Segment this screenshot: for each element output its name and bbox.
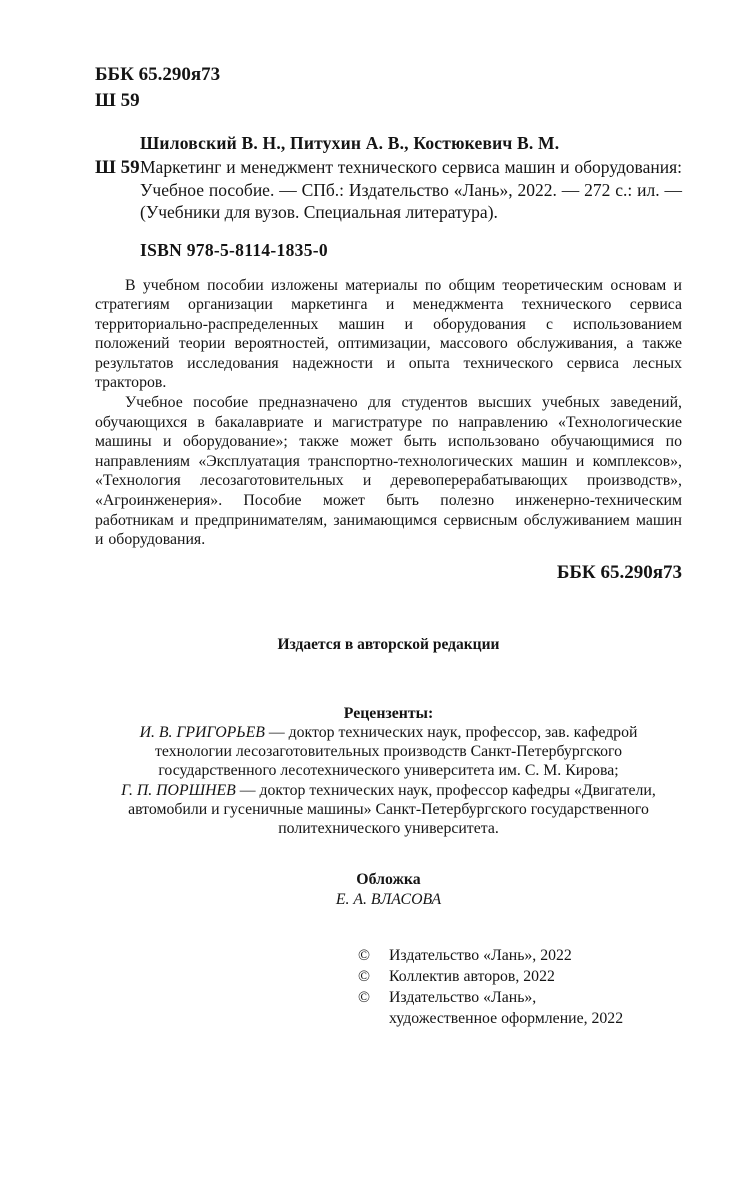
reviewer-entry <box>119 781 659 839</box>
reviewers-section <box>119 704 659 838</box>
author-sign-code: Ш 59 <box>95 90 140 111</box>
bbk-classification-block <box>95 62 682 114</box>
reviewers-heading: Рецензенты: <box>343 704 434 722</box>
bbk-code: ББК 65.290я73 <box>95 64 221 85</box>
reviewer-entry <box>119 723 659 781</box>
copyright-line <box>358 987 682 1008</box>
copyright-block <box>358 945 682 1029</box>
annotation-paragraph-2: Учебное пособие предназначено для студентов высших учебных заведений, обучающихся в бакалавриате и магистратуре по направлению «Технологические машины и оборудование»; также может быть использовано обучающимися по направлениям «Эксплуатация транспортно-технологических машин и комплексов», «Технология лесозаготовительных и деревоперерабатывающих производств», «Агроинженерия». Пособие может быть полезно инженерно-техническим работникам и предпринимателям, занимающимся сервисным обслуживанием машин и оборудования. <box>95 394 682 549</box>
cover-credit-section <box>95 870 682 909</box>
copyright-text: Издательство «Лань», <box>389 989 537 1007</box>
copyright-line <box>358 966 682 987</box>
copyright-continuation-line: художественное оформление, 2022 <box>389 1010 624 1028</box>
annotation-paragraph-1: В учебном пособии изложены материалы по общим теоретическим основам и стратегиям организации маркетинга и менеджмента технического сервиса территориально-распределенных машин и оборудования с использованием положений теории вероятностей, оптимизации, массового обслуживания, а также результатов исследования надежности и опыта технического сервиса лесных тракторов. <box>95 276 682 392</box>
copyright-text: Издательство «Лань», 2022 <box>389 947 572 965</box>
edition-note: Издается в авторской редакции <box>277 635 500 653</box>
cover-label: Обложка <box>356 871 421 889</box>
reviewer-name: Г. П. ПОРШНЕВ <box>121 781 236 799</box>
bbk-code-bottom: ББК 65.290я73 <box>556 561 682 583</box>
copyright-icon: © <box>358 989 371 1007</box>
bibliographic-description: Маркетинг и менеджмент технического сервиса машин и оборудования: Учебное пособие. — СПб.: Издательство «Лань», 2022. — 272 с.: ил. — (Учебники для вузов. Специальная литература). <box>140 157 682 222</box>
catalog-author-sign: Ш 59 <box>95 157 140 178</box>
reviewer-description: — доктор технических наук, профессор, зав. кафедрой технологии лесозаготовительных производств Санкт-Петербургского государственного лесотехнического университета им. С. М. Кирова; <box>155 724 638 780</box>
cover-designer-name: Е. А. ВЛАСОВА <box>335 890 442 908</box>
reviewer-description: — доктор технических наук, профессор кафедры «Двигатели, автомобили и гусеничные машины» Санкт-Петербургского государственного политехнического университета. <box>128 781 656 838</box>
reviewer-name: И. В. ГРИГОРЬЕВ <box>139 724 265 742</box>
authors-line: Шиловский В. Н., Питухин А. В., Костюкевич В. М. <box>140 133 560 153</box>
copyright-line <box>358 945 682 966</box>
copyright-text: Коллектив авторов, 2022 <box>389 968 555 986</box>
catalog-entry <box>95 156 682 224</box>
copyright-icon: © <box>358 968 371 986</box>
isbn-line: ISBN 978-5-8114-1835-0 <box>140 239 328 260</box>
copyright-icon: © <box>358 947 371 965</box>
annotation-block <box>95 276 682 550</box>
